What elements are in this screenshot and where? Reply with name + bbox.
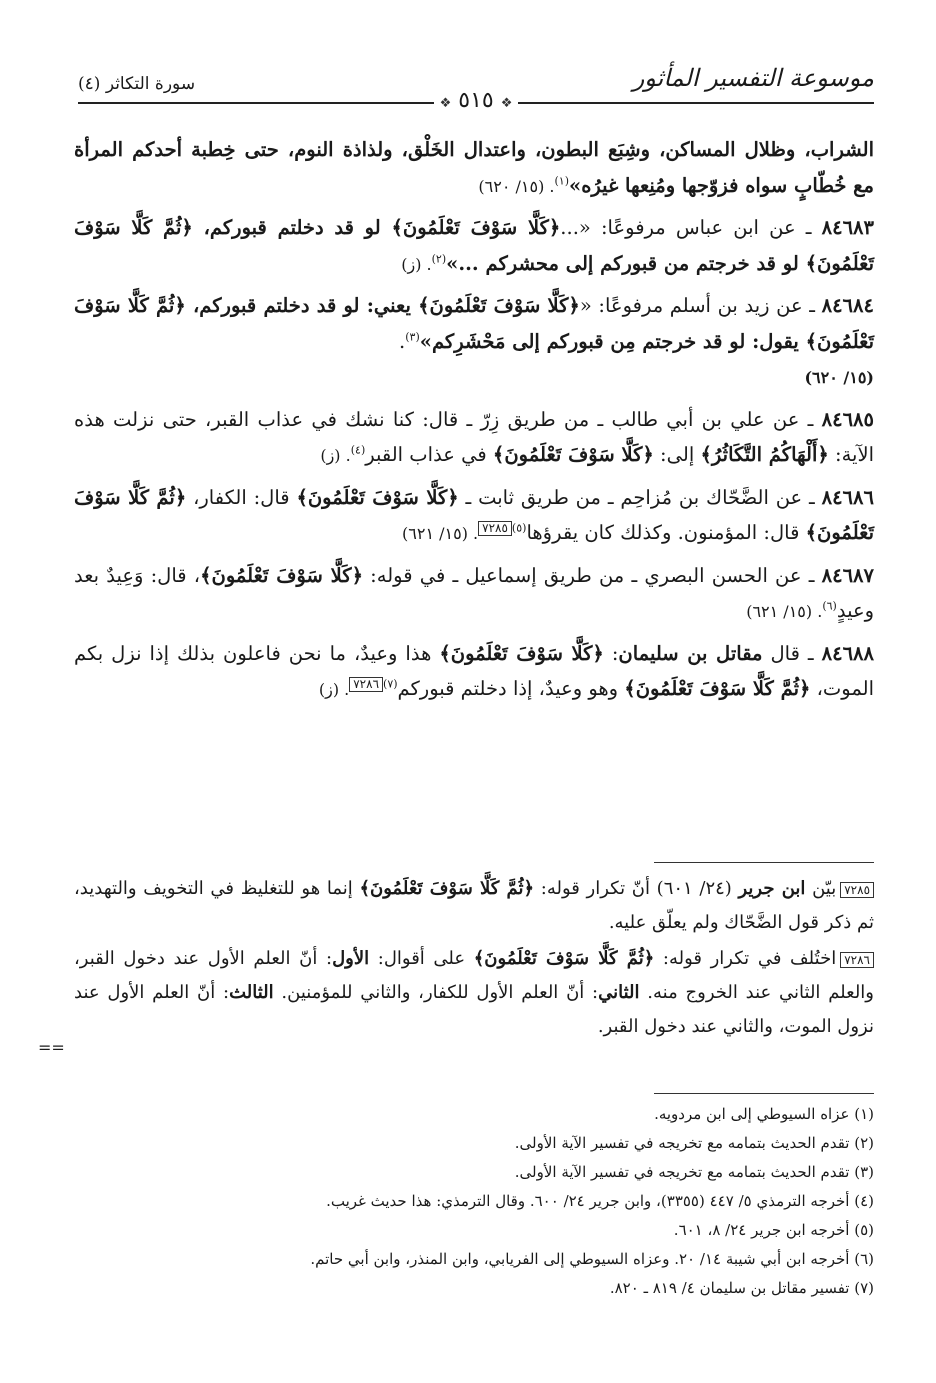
narration-84688 <box>74 636 874 708</box>
text: ـ عن زيد بن أسلم مرفوعًا: « <box>579 294 822 317</box>
text: على أقوال: <box>369 948 474 969</box>
text: في عذاب القبر <box>365 443 493 466</box>
footnote-marker: (٥) <box>511 521 527 535</box>
quran-verse: ﴿كَلَّا سَوْفَ تَعْلَمُونَ﴾ <box>200 563 363 587</box>
commentary-link-box[interactable]: ٧٢٨٦ <box>349 677 383 692</box>
text: ـ عن ابن عباس مرفوعًا: «... <box>560 216 822 239</box>
quran-verse: ﴿كَلَّا سَوْفَ تَعْلَمُونَ﴾ <box>492 443 654 466</box>
quran-verse: ﴿ثُمَّ كَلَّا سَوْفَ تَعْلَمُونَ﴾ <box>74 294 874 353</box>
text: ـ قال <box>762 641 822 665</box>
text: قال: المؤمنون. وكذلك كان يقرؤها <box>526 521 806 544</box>
commentary-link-box[interactable]: ٧٢٨٥ <box>478 521 512 536</box>
narration-number: ٨٤٦٨٧ <box>821 563 874 587</box>
text: إلى: <box>653 443 701 466</box>
text: (٢٤/ ٦٠١) أنّ تكرار قوله: <box>534 878 739 899</box>
footnote: (٧) تفسير مقاتل بن سليمان ٤/ ٨١٩ ـ ٨٢٠. <box>609 1279 874 1297</box>
reference: . (١٥/ ٦٢١) <box>402 524 479 543</box>
narrator-name: مقاتل بن سليمان <box>618 641 763 665</box>
commentary-7285 <box>74 872 874 940</box>
narration-number: ٨٤٦٨٨ <box>821 641 874 665</box>
commentary-number-box: ٧٢٨٦ <box>840 952 874 968</box>
main-text <box>74 132 874 714</box>
text: ـ عن الضَّحّاك بن مُزاحِم ـ من طريق ثابت ـ <box>458 485 822 509</box>
footnote-marker: (١) <box>554 174 570 187</box>
text: لو قد خرجتم من قبوركم إلى محشركم ...» <box>446 251 806 275</box>
footnote: (٤) أخرجه الترمذي ٥/ ٤٤٧ (٣٣٥٥)، وابن جرير ٢٤/ ٦٠٠. وقال الترمذي: هذا حديث غريب. <box>326 1192 874 1210</box>
reference: . (١٥/ ٦٢١) <box>746 602 823 621</box>
quran-verse: ﴿ثُمَّ كَلَّا سَوْفَ تَعْلَمُونَ﴾ <box>74 216 874 275</box>
running-header <box>78 58 874 118</box>
quran-verse: ﴿ثُمَّ كَلَّا سَوْفَ تَعْلَمُونَ﴾ <box>473 948 655 969</box>
quran-verse: ﴿أَلْهَاكُمُ التَّكَاثُرُ﴾ <box>700 443 829 466</box>
ornament-icon: ❖ <box>439 96 452 111</box>
opinion-label: الثاني <box>598 982 640 1003</box>
quran-verse: ﴿ثُمَّ كَلَّا سَوْفَ تَعْلَمُونَ﴾ <box>624 677 811 700</box>
text: يقول: لو قد خرجتم مِن قبوركم إلى مَحْشَرِكم» <box>419 329 806 353</box>
quran-verse: ﴿ثُمَّ كَلَّا سَوْفَ تَعْلَمُونَ﴾ <box>74 485 874 544</box>
commentary-section <box>74 872 874 1046</box>
narration-number: ٨٤٦٨٥ <box>821 407 874 431</box>
text: إنما هو للتغليظ في التخويف والتهديد، ثم ذكر قول الضَّحّاك ولم يعلّق عليه. <box>74 878 874 933</box>
footnote: (٣) تقدم الحديث بتمامه مع تخريجه في تفسير الآية الأولى. <box>514 1163 874 1181</box>
footnote: (١) عزاه السيوطي إلى ابن مردويه. <box>654 1105 874 1123</box>
footnote-marker: (٢) <box>431 252 447 265</box>
text: هذا وعيدٌ، ما نحن فاعلون بذلك إذا نزل بكم الموت، <box>74 641 874 700</box>
footnote: (٦) أخرجه ابن أبي شيبة ١٤/ ٢٠. وعزاه السيوطي إلى الفريابي، وابن المنذر، وابن أبي حاتم. <box>310 1250 874 1268</box>
quran-verse: ﴿كَلَّا سَوْفَ تَعْلَمُونَ﴾ <box>418 294 580 317</box>
text: . <box>399 329 406 353</box>
page-number-box <box>434 88 519 113</box>
text: : <box>603 641 619 665</box>
footnotes <box>74 1100 874 1303</box>
page-number: ٥١٥ <box>458 88 494 113</box>
reference: . (١٥/ ٦٢٠) <box>478 176 555 196</box>
footnote-marker: (٣) <box>405 330 420 343</box>
text: : أنّ العلم الأول عند نزول الموت، والثاني عند دخول القبر. <box>74 982 874 1037</box>
narration-number: ٨٤٦٨٣ <box>821 216 874 239</box>
scholar-name: ابن جرير <box>738 878 806 899</box>
text: لو قد دخلتم قبوركم، <box>192 216 392 239</box>
commentary-number-box: ٧٢٨٥ <box>840 882 874 898</box>
reference: . (ز) <box>320 446 351 465</box>
text: : أنّ العلم الأول للكفار، والثاني للمؤمنين. <box>273 982 599 1003</box>
footnote-marker: (٧) <box>383 677 398 691</box>
reference: (١٥/ ٦٢٠) <box>804 368 874 387</box>
footnote: (٥) أخرجه ابن جرير ٢٤/ ٨، ٦٠١. <box>673 1221 874 1239</box>
surah-label: سورة التكاثر (٤) <box>78 74 196 94</box>
quran-verse: ﴿كَلَّا سَوْفَ تَعْلَمُونَ﴾ <box>439 641 604 665</box>
narration-84684 <box>74 288 874 396</box>
opinion-label: الأول <box>332 948 370 969</box>
paragraph-continuation <box>74 132 874 204</box>
text: قال: الكفار، <box>186 485 297 509</box>
opinion-label: الثالث <box>229 982 274 1003</box>
quran-verse: ﴿ثُمَّ كَلَّا سَوْفَ تَعْلَمُونَ﴾ <box>359 878 535 899</box>
text: ـ عن الحسن البصري ـ من طريق إسماعيل ـ في قوله: <box>363 563 822 587</box>
ornament-icon: ❖ <box>500 96 513 111</box>
text: : أنّ العلم الأول عند دخول القبر، والعلم الثاني عند الخروج منه. <box>74 948 874 1003</box>
narration-84686 <box>74 480 874 552</box>
reference: . (ز) <box>401 254 432 274</box>
continuation-mark: == <box>38 1038 65 1057</box>
narration-84687 <box>74 558 874 630</box>
footnote: (٢) تقدم الحديث بتمامه مع تخريجه في تفسير الآية الأولى. <box>514 1134 874 1152</box>
commentary-7286 <box>74 942 874 1044</box>
text: ، قال: وَعِيدٌ بعد وعيدٍ <box>74 563 874 622</box>
quran-verse: ﴿كَلَّا سَوْفَ تَعْلَمُونَ﴾ <box>296 485 459 509</box>
reference: . (ز) <box>318 680 350 699</box>
quran-verse: ﴿كَلَّا سَوْفَ تَعْلَمُونَ﴾ <box>391 216 561 239</box>
footnote-marker: (٦) <box>822 599 837 613</box>
text: بيّن <box>805 878 837 899</box>
footnote-marker: (٤) <box>350 443 366 457</box>
narration-number: ٨٤٦٨٦ <box>821 485 874 509</box>
footnote-separator <box>654 1093 874 1094</box>
commentary-separator <box>654 862 874 863</box>
narration-number: ٨٤٦٨٤ <box>821 294 874 317</box>
narration-84685 <box>74 402 874 474</box>
text: يعني: لو قد دخلتم قبوركم، <box>185 294 419 317</box>
text: ـ عن علي بن أبي طالب ـ من طريق زِرّ ـ قال: كنا نشك في عذاب القبر، حتى نزلت هذه الآية: <box>74 407 874 466</box>
text: اختُلف في تكرار قوله: <box>654 948 837 969</box>
book-title: موسوعة التفسير المأثور <box>632 64 874 92</box>
text: وهو وعيدٌ، إذا دخلتم قبوركم <box>397 677 625 700</box>
page-number-wrap <box>78 88 874 113</box>
narration-84683 <box>74 210 874 282</box>
text: الشراب، وظلال المساكن، وشِبَع البطون، واعتدال الخَلْق، ولذاذة النوم، حتى خِطبة أحدكم المرأة مع خُطّابٍ سواه فزوّجها ومُنِعها غيرُه» <box>74 138 874 197</box>
